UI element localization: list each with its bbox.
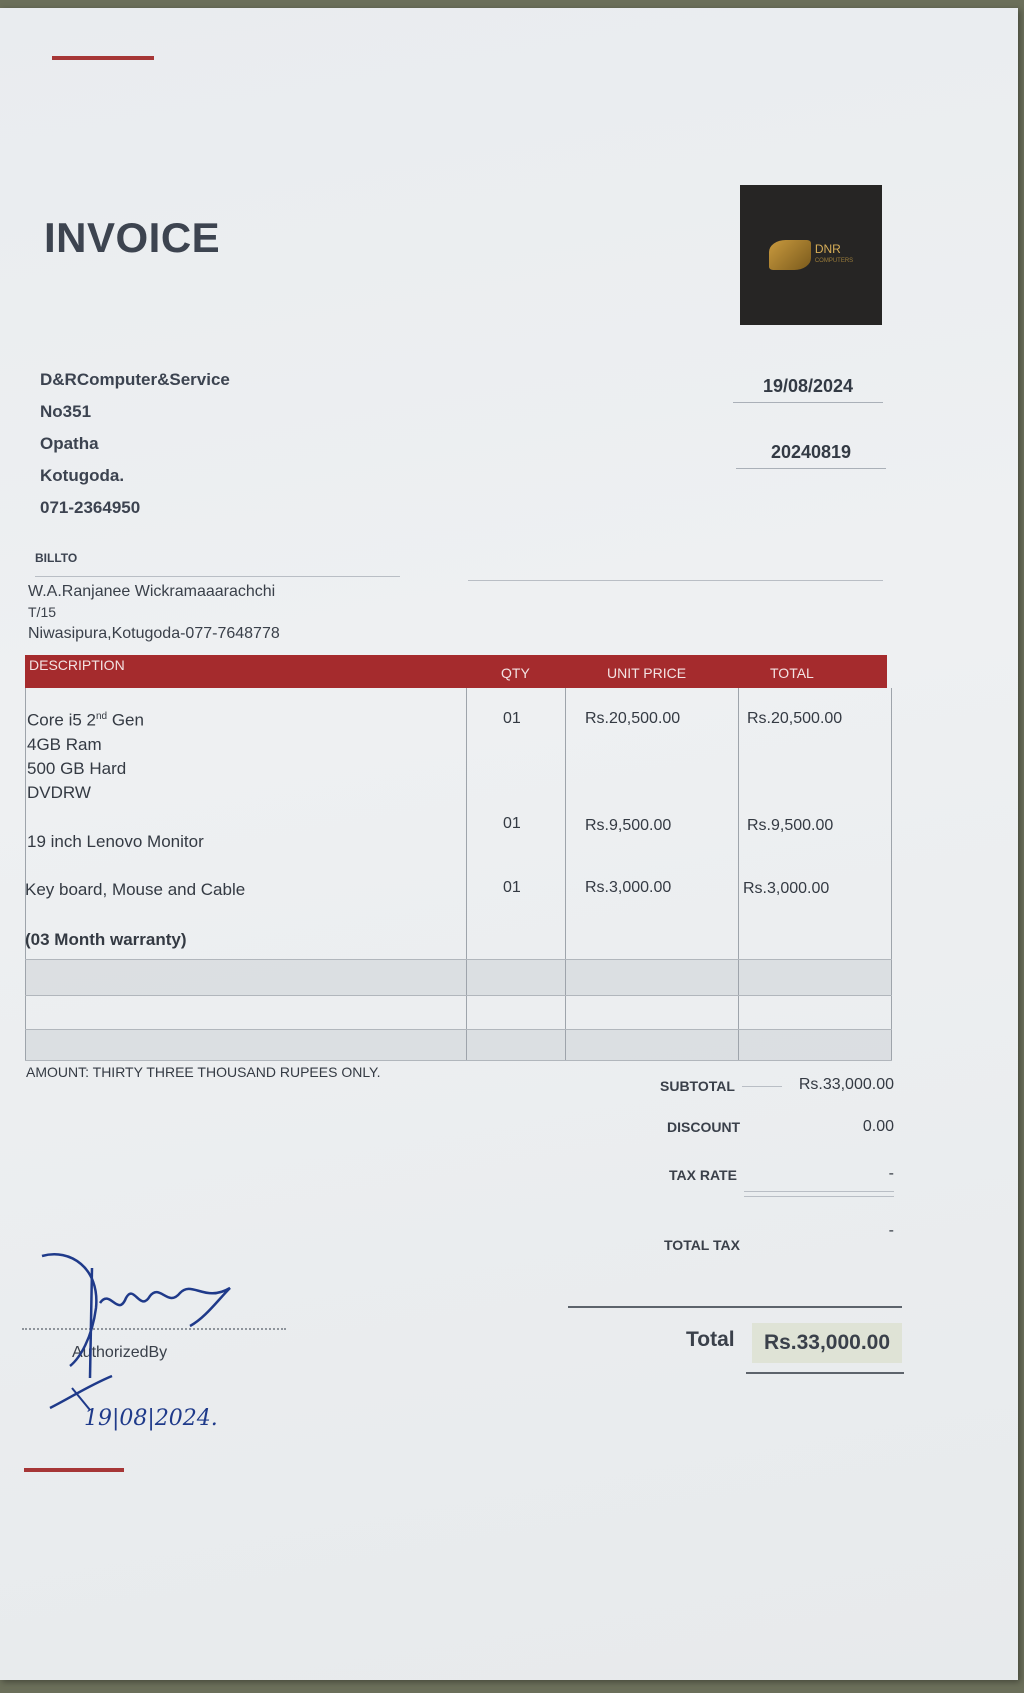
header-total: TOTAL bbox=[770, 665, 814, 681]
row3-unit-price: Rs.3,000.00 bbox=[585, 879, 672, 896]
row2-qty: 01 bbox=[503, 815, 521, 832]
tax-rate-label: TAX RATE bbox=[669, 1167, 737, 1183]
row2-total: Rs.9,500.00 bbox=[747, 817, 834, 834]
discount-label: DISCOUNT bbox=[667, 1119, 741, 1135]
table-border-right bbox=[891, 688, 892, 1061]
subtotal-label: SUBTOTAL bbox=[660, 1078, 735, 1094]
row1-qty: 01 bbox=[503, 710, 521, 727]
bill-to-block bbox=[28, 581, 280, 644]
sender-name: D&RComputer&Service bbox=[40, 370, 230, 389]
row1-desc-line2: 4GB Ram bbox=[27, 734, 102, 754]
warranty-note: (03 Month warranty) bbox=[25, 930, 187, 949]
header-description: DESCRIPTION bbox=[29, 657, 125, 673]
row3-qty: 01 bbox=[503, 879, 521, 896]
grand-total-label: Total bbox=[686, 1328, 735, 1351]
row1-total: Rs.20,500.00 bbox=[747, 710, 843, 727]
grand-total-rule bbox=[568, 1306, 902, 1308]
row1-desc-line1 bbox=[27, 705, 144, 733]
table-rule-3 bbox=[25, 1029, 892, 1030]
row2-description: 19 inch Lenovo Monitor bbox=[27, 832, 204, 851]
table-divider-qty bbox=[466, 688, 467, 1061]
table-shade-row-2 bbox=[25, 1029, 892, 1061]
sender-address-2: Opatha bbox=[40, 434, 99, 453]
invoice-number: 20240819 bbox=[770, 442, 852, 462]
total-tax-label: TOTAL TAX bbox=[664, 1237, 740, 1253]
sender-address-1: No351 bbox=[40, 402, 92, 421]
grand-total-value: Rs.33,000.00 bbox=[752, 1323, 902, 1363]
invoice-date: 19/08/2024 bbox=[762, 376, 854, 396]
row1-desc-line4: DVDRW bbox=[27, 782, 91, 802]
row1-desc-sup: nd bbox=[95, 711, 108, 722]
header-unit-price: UNIT PRICE bbox=[607, 665, 687, 681]
logo-icon bbox=[769, 240, 811, 270]
tax-rate-value: - bbox=[888, 1165, 894, 1182]
items-table bbox=[25, 688, 892, 1061]
bill-to-line3: Niwasipura,Kotugoda-077-7648778 bbox=[28, 625, 280, 642]
authorized-by-label: AuthorizedBy bbox=[72, 1344, 168, 1361]
sender-block bbox=[40, 364, 230, 524]
handwritten-date: 19|08|2024. bbox=[84, 1406, 218, 1431]
top-accent-line bbox=[52, 56, 154, 60]
bottom-accent-line bbox=[24, 1468, 124, 1472]
amount-in-words: AMOUNT: THIRTY THREE THOUSAND RUPEES ONLY. bbox=[26, 1064, 381, 1080]
tax-rate-rule bbox=[744, 1191, 894, 1192]
company-logo bbox=[740, 185, 882, 325]
table-rule-bottom bbox=[25, 1060, 892, 1061]
invoice-title: INVOICE bbox=[44, 214, 221, 261]
table-border-left bbox=[25, 688, 26, 1061]
row1-unit-price: Rs.20,500.00 bbox=[585, 710, 681, 727]
row1-desc-core: Core i5 2 bbox=[27, 710, 96, 730]
row1-desc-line3: 500 GB Hard bbox=[27, 758, 127, 778]
sender-address-3: Kotugoda. bbox=[40, 466, 125, 485]
table-divider-total bbox=[738, 688, 739, 1061]
logo-text: DNR bbox=[814, 242, 841, 256]
tax-rate-rule-2 bbox=[744, 1196, 894, 1197]
table-row bbox=[27, 705, 144, 805]
table-rule-1 bbox=[25, 959, 892, 960]
discount-value: 0.00 bbox=[862, 1118, 894, 1135]
bill-to-line2: T/15 bbox=[28, 604, 57, 620]
logo-subtext: COMPUTERS bbox=[814, 258, 854, 264]
items-table-header bbox=[25, 655, 887, 688]
row2-unit-price: Rs.9,500.00 bbox=[585, 817, 672, 834]
date-underline bbox=[733, 402, 883, 403]
row3-total: Rs.3,000.00 bbox=[743, 880, 830, 897]
bill-to-rule-right bbox=[468, 580, 883, 581]
row3-description: Key board, Mouse and Cable bbox=[25, 880, 246, 899]
invoice-paper bbox=[0, 8, 1018, 1680]
bill-to-label: BILLTO bbox=[35, 551, 78, 565]
number-underline bbox=[736, 468, 886, 469]
row1-desc-gen: Gen bbox=[107, 710, 144, 730]
total-tax-value: - bbox=[888, 1222, 894, 1239]
bill-to-rule-left bbox=[35, 576, 400, 577]
table-shade-row-1 bbox=[25, 959, 892, 995]
bill-to-name: W.A.Ranjanee Wickramaaarachchi bbox=[28, 583, 276, 600]
grand-total-underline bbox=[746, 1372, 904, 1374]
table-rule-2 bbox=[25, 995, 892, 996]
table-divider-price bbox=[565, 688, 566, 1061]
subtotal-value: Rs.33,000.00 bbox=[798, 1076, 894, 1093]
sender-phone: 071-2364950 bbox=[40, 498, 141, 517]
header-qty: QTY bbox=[501, 665, 530, 681]
